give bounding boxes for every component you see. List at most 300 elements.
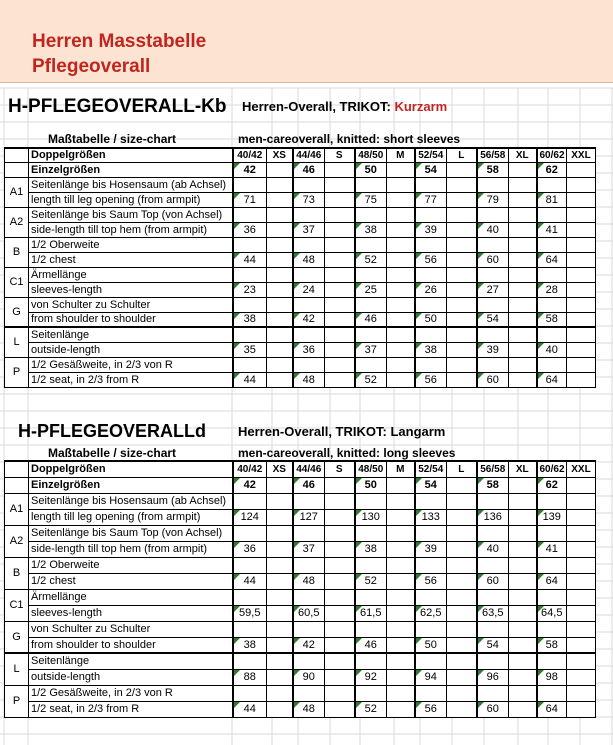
measurement-value: 38	[355, 222, 387, 237]
double-size-code: 44/46	[293, 461, 325, 477]
blank-cell	[293, 525, 325, 541]
blank-cell	[567, 701, 596, 717]
blank-cell	[509, 509, 537, 525]
blank-cell	[537, 653, 567, 669]
blank-cell	[447, 589, 477, 605]
blank-cell	[537, 177, 567, 192]
blank-cell	[509, 605, 537, 621]
blank-cell	[387, 589, 415, 605]
blank-cell	[325, 493, 355, 509]
blank-cell	[477, 493, 509, 509]
measurement-row-en	[5, 541, 596, 557]
blank-cell	[325, 192, 355, 207]
blank-cell	[387, 192, 415, 207]
measurement-row-en	[5, 222, 596, 237]
double-size-code: 40/42	[233, 148, 267, 162]
blank-cell	[355, 327, 387, 342]
blank-cell	[415, 327, 447, 342]
blank-cell	[267, 589, 293, 605]
blank-cell	[325, 267, 355, 282]
blank-cell	[233, 177, 267, 192]
blank-cell	[387, 669, 415, 685]
measurement-label-de: Seitenlänge bis Hosensaum (ab Achsel)	[29, 493, 233, 509]
blank-cell	[567, 589, 596, 605]
blank-cell	[509, 282, 537, 297]
measurement-row-de	[5, 237, 596, 252]
measurement-label-en: from shoulder to shoulder	[29, 312, 233, 327]
blank-cell	[325, 327, 355, 342]
blank-cell	[537, 237, 567, 252]
blank-cell	[267, 237, 293, 252]
blank-cell	[355, 267, 387, 282]
double-size-code: 48/50	[355, 148, 387, 162]
blank-cell	[293, 589, 325, 605]
double-sizes-label: Doppelgrößen	[29, 461, 233, 477]
measurement-value: 48	[293, 372, 325, 387]
blank-cell	[325, 282, 355, 297]
measurement-value: 37	[355, 342, 387, 357]
description-prefix: Herren-Overall, TRIKOT:	[242, 99, 391, 114]
blank-cell	[293, 267, 325, 282]
blank-cell	[267, 541, 293, 557]
measurement-label-en: length till leg opening (from armpit)	[29, 192, 233, 207]
measurement-value: 77	[415, 192, 447, 207]
single-size-value: 42	[233, 162, 267, 177]
blank-cell	[415, 297, 447, 312]
single-sizes-label: Einzelgrößen	[29, 477, 233, 493]
measurement-value: 92	[355, 669, 387, 685]
single-sizes-label: Einzelgrößen	[29, 162, 233, 177]
blank-cell	[447, 509, 477, 525]
size-letter: S	[325, 148, 355, 162]
code-cell-empty	[5, 461, 29, 477]
blank-cell	[567, 297, 596, 312]
size-letter: XXL	[567, 148, 596, 162]
measurement-label-en: sleeves-length	[29, 605, 233, 621]
blank-cell	[509, 541, 537, 557]
blank-cell	[355, 297, 387, 312]
blank-cell	[355, 621, 387, 637]
measurement-value: 48	[293, 252, 325, 267]
blank-cell	[509, 573, 537, 589]
blank-cell	[233, 525, 267, 541]
measurement-code: B	[5, 557, 29, 589]
size-chart-subcaption: men-careoverall, knitted: long sleeves	[238, 446, 456, 460]
blank-cell	[447, 701, 477, 717]
blank-cell	[509, 621, 537, 637]
blank-cell	[267, 637, 293, 653]
blank-cell	[267, 621, 293, 637]
measurement-row-de	[5, 297, 596, 312]
measurement-label-en: from shoulder to shoulder	[29, 637, 233, 653]
blank-cell	[387, 237, 415, 252]
measurement-value: 60	[477, 372, 509, 387]
single-size-value: 54	[415, 162, 447, 177]
blank-cell	[355, 207, 387, 222]
measurement-value: 38	[233, 312, 267, 327]
measurement-value: 39	[477, 342, 509, 357]
blank-cell	[325, 685, 355, 701]
measurement-label-en: 1/2 seat, in 2/3 from R	[29, 701, 233, 717]
measurement-value: 124	[233, 509, 267, 525]
single-size-value: 54	[415, 477, 447, 493]
measurement-value: 38	[233, 637, 267, 653]
blank-cell	[415, 621, 447, 637]
measurement-value: 60	[477, 252, 509, 267]
blank-cell	[325, 557, 355, 573]
measurement-value: 24	[293, 282, 325, 297]
blank-cell	[325, 669, 355, 685]
single-size-value: 58	[477, 477, 509, 493]
measurement-value: 58	[537, 312, 567, 327]
measurement-value: 94	[415, 669, 447, 685]
size-chart-caption: Maßtabelle / size-chart	[48, 132, 177, 146]
blank-cell	[567, 342, 596, 357]
measurement-value: 36	[233, 222, 267, 237]
blank-cell	[537, 589, 567, 605]
measurement-value: 61,5	[355, 605, 387, 621]
measurement-label-en: side-length till top hem (from armpit)	[29, 541, 233, 557]
measurement-label-de: Ärmellänge	[29, 589, 233, 605]
measurement-value: 44	[233, 573, 267, 589]
measurement-row-en	[5, 282, 596, 297]
measurement-value: 52	[355, 252, 387, 267]
blank-cell	[509, 493, 537, 509]
measurement-row-en	[5, 509, 596, 525]
measurement-code: P	[5, 685, 29, 717]
blank-cell	[477, 237, 509, 252]
sleeve-type: Langarm	[390, 424, 446, 439]
blank-cell	[387, 525, 415, 541]
blank-cell	[477, 357, 509, 372]
blank-cell	[355, 653, 387, 669]
measurement-value: 64	[537, 573, 567, 589]
blank-cell	[447, 282, 477, 297]
measurement-value: 64	[537, 252, 567, 267]
measurement-row-de	[5, 357, 596, 372]
blank-cell	[447, 372, 477, 387]
blank-cell	[355, 357, 387, 372]
blank-cell	[293, 557, 325, 573]
size-letter: S	[325, 461, 355, 477]
blank-cell	[267, 357, 293, 372]
blank-cell	[447, 297, 477, 312]
blank-cell	[293, 685, 325, 701]
blank-cell	[447, 621, 477, 637]
blank-cell	[387, 477, 415, 493]
blank-cell	[415, 557, 447, 573]
blank-cell	[509, 557, 537, 573]
blank-cell	[447, 477, 477, 493]
measurement-value: 59,5	[233, 605, 267, 621]
blank-cell	[509, 237, 537, 252]
blank-cell	[447, 637, 477, 653]
blank-cell	[509, 297, 537, 312]
measurement-value: 79	[477, 192, 509, 207]
measurement-value: 90	[293, 669, 325, 685]
blank-cell	[537, 493, 567, 509]
blank-cell	[267, 653, 293, 669]
blank-cell	[267, 509, 293, 525]
measurement-value: 36	[233, 541, 267, 557]
blank-cell	[567, 357, 596, 372]
blank-cell	[509, 589, 537, 605]
blank-cell	[567, 312, 596, 327]
blank-cell	[325, 637, 355, 653]
measurement-value: 133	[415, 509, 447, 525]
single-size-value: 58	[477, 162, 509, 177]
blank-cell	[355, 177, 387, 192]
blank-cell	[325, 237, 355, 252]
blank-cell	[387, 327, 415, 342]
blank-cell	[509, 701, 537, 717]
measurement-label-en: outside-length	[29, 669, 233, 685]
blank-cell	[355, 589, 387, 605]
measurement-value: 136	[477, 509, 509, 525]
blank-cell	[447, 541, 477, 557]
blank-cell	[509, 222, 537, 237]
blank-cell	[267, 669, 293, 685]
model-title-long: H-PFLEGEOVERALLd	[18, 421, 206, 441]
blank-cell	[415, 177, 447, 192]
measurement-value: 60	[477, 573, 509, 589]
blank-cell	[267, 477, 293, 493]
banner-title: Herren Masstabelle	[32, 31, 207, 52]
double-sizes-label: Doppelgrößen	[29, 148, 233, 162]
measurement-value: 44	[233, 701, 267, 717]
blank-cell	[477, 525, 509, 541]
single-size-value: 62	[537, 477, 567, 493]
blank-cell	[415, 493, 447, 509]
size-letter: XL	[509, 461, 537, 477]
measurement-label-de: Seitenlänge	[29, 653, 233, 669]
blank-cell	[537, 557, 567, 573]
measurement-row-en	[5, 637, 596, 653]
blank-cell	[509, 177, 537, 192]
blank-cell	[387, 282, 415, 297]
blank-cell	[509, 162, 537, 177]
double-size-code: 44/46	[293, 148, 325, 162]
blank-cell	[477, 685, 509, 701]
measurement-value: 75	[355, 192, 387, 207]
blank-cell	[267, 605, 293, 621]
measurement-value: 39	[415, 541, 447, 557]
measurement-value: 81	[537, 192, 567, 207]
blank-cell	[509, 207, 537, 222]
blank-cell	[415, 525, 447, 541]
blank-cell	[233, 327, 267, 342]
size-chart-caption: Maßtabelle / size-chart	[48, 446, 177, 460]
blank-cell	[325, 653, 355, 669]
measurement-value: 56	[415, 372, 447, 387]
blank-cell	[293, 237, 325, 252]
blank-cell	[267, 372, 293, 387]
blank-cell	[233, 267, 267, 282]
measurement-code: L	[5, 327, 29, 357]
code-cell-empty	[5, 148, 29, 162]
blank-cell	[567, 252, 596, 267]
blank-cell	[293, 653, 325, 669]
measurement-value: 71	[233, 192, 267, 207]
single-size-value: 50	[355, 477, 387, 493]
blank-cell	[567, 653, 596, 669]
blank-cell	[567, 477, 596, 493]
blank-cell	[267, 162, 293, 177]
measurement-label-en: 1/2 chest	[29, 573, 233, 589]
blank-cell	[509, 342, 537, 357]
blank-cell	[325, 207, 355, 222]
blank-cell	[567, 669, 596, 685]
blank-cell	[267, 685, 293, 701]
blank-cell	[293, 327, 325, 342]
blank-cell	[537, 685, 567, 701]
blank-cell	[509, 477, 537, 493]
blank-cell	[325, 589, 355, 605]
blank-cell	[567, 573, 596, 589]
blank-cell	[325, 372, 355, 387]
blank-cell	[387, 252, 415, 267]
measurement-value: 37	[293, 222, 325, 237]
measurement-value: 52	[355, 573, 387, 589]
measurement-value: 23	[233, 282, 267, 297]
measurement-row-en	[5, 605, 596, 621]
blank-cell	[537, 267, 567, 282]
blank-cell	[325, 573, 355, 589]
blank-cell	[233, 237, 267, 252]
measurement-label-en: length till leg opening (from armpit)	[29, 509, 233, 525]
measurement-value: 41	[537, 222, 567, 237]
double-size-code: 56/58	[477, 461, 509, 477]
blank-cell	[387, 557, 415, 573]
blank-cell	[567, 267, 596, 282]
blank-cell	[387, 207, 415, 222]
measurement-value: 60	[477, 701, 509, 717]
measurement-value: 96	[477, 669, 509, 685]
measurement-value: 26	[415, 282, 447, 297]
blank-cell	[509, 669, 537, 685]
measurement-row-de	[5, 493, 596, 509]
measurement-label-de: Seitenlänge	[29, 327, 233, 342]
measurement-value: 42	[293, 312, 325, 327]
blank-cell	[325, 605, 355, 621]
blank-cell	[477, 589, 509, 605]
blank-cell	[387, 701, 415, 717]
blank-cell	[387, 621, 415, 637]
blank-cell	[267, 282, 293, 297]
model-description-short	[242, 99, 447, 114]
blank-cell	[325, 509, 355, 525]
blank-cell	[537, 297, 567, 312]
measurement-label-de: 1/2 Oberweite	[29, 557, 233, 573]
blank-cell	[233, 621, 267, 637]
blank-cell	[447, 342, 477, 357]
measurement-row-en	[5, 252, 596, 267]
blank-cell	[567, 327, 596, 342]
blank-cell	[509, 267, 537, 282]
blank-cell	[567, 509, 596, 525]
blank-cell	[509, 252, 537, 267]
measurement-value: 52	[355, 701, 387, 717]
size-table-long-sleeves	[4, 460, 596, 718]
measurement-value: 40	[537, 342, 567, 357]
measurement-code: A1	[5, 493, 29, 525]
blank-cell	[325, 357, 355, 372]
blank-cell	[509, 653, 537, 669]
measurement-value: 62,5	[415, 605, 447, 621]
blank-cell	[415, 685, 447, 701]
blank-cell	[387, 685, 415, 701]
measurement-value: 56	[415, 573, 447, 589]
blank-cell	[325, 621, 355, 637]
blank-cell	[387, 162, 415, 177]
description-prefix: Herren-Overall, TRIKOT:	[238, 424, 387, 439]
measurement-value: 130	[355, 509, 387, 525]
measurement-row-en	[5, 312, 596, 327]
blank-cell	[537, 525, 567, 541]
blank-cell	[387, 493, 415, 509]
blank-cell	[447, 493, 477, 509]
blank-cell	[567, 282, 596, 297]
measurement-value: 98	[537, 669, 567, 685]
blank-cell	[267, 192, 293, 207]
blank-cell	[537, 327, 567, 342]
blank-cell	[537, 357, 567, 372]
blank-cell	[267, 177, 293, 192]
size-letter: XS	[267, 148, 293, 162]
measurement-label-en: side-length till top hem (from armpit)	[29, 222, 233, 237]
double-size-code: 60/62	[537, 461, 567, 477]
measurement-row-de	[5, 557, 596, 573]
measurement-row-en	[5, 701, 596, 717]
blank-cell	[415, 589, 447, 605]
measurement-row-en	[5, 372, 596, 387]
blank-cell	[447, 525, 477, 541]
blank-cell	[267, 312, 293, 327]
measurement-value: 54	[477, 637, 509, 653]
blank-cell	[415, 207, 447, 222]
blank-cell	[447, 653, 477, 669]
blank-cell	[567, 493, 596, 509]
double-size-code: 48/50	[355, 461, 387, 477]
blank-cell	[509, 357, 537, 372]
blank-cell	[325, 342, 355, 357]
single-size-value: 42	[233, 477, 267, 493]
blank-cell	[387, 637, 415, 653]
blank-cell	[447, 252, 477, 267]
measurement-value: 36	[293, 342, 325, 357]
measurement-label-de: 1/2 Gesäßweite, in 2/3 von R	[29, 357, 233, 372]
measurement-row-de	[5, 621, 596, 637]
measurement-value: 60,5	[293, 605, 325, 621]
measurement-value: 56	[415, 701, 447, 717]
single-sizes-row	[5, 477, 596, 493]
blank-cell	[267, 557, 293, 573]
blank-cell	[447, 669, 477, 685]
blank-cell	[325, 252, 355, 267]
blank-cell	[233, 653, 267, 669]
measurement-value: 44	[233, 252, 267, 267]
blank-cell	[447, 327, 477, 342]
measurement-value: 56	[415, 252, 447, 267]
blank-cell	[567, 637, 596, 653]
measurement-code: B	[5, 237, 29, 267]
blank-cell	[387, 653, 415, 669]
blank-cell	[387, 541, 415, 557]
blank-cell	[293, 493, 325, 509]
measurement-row-en	[5, 573, 596, 589]
code-cell-empty	[5, 162, 29, 177]
blank-cell	[447, 357, 477, 372]
